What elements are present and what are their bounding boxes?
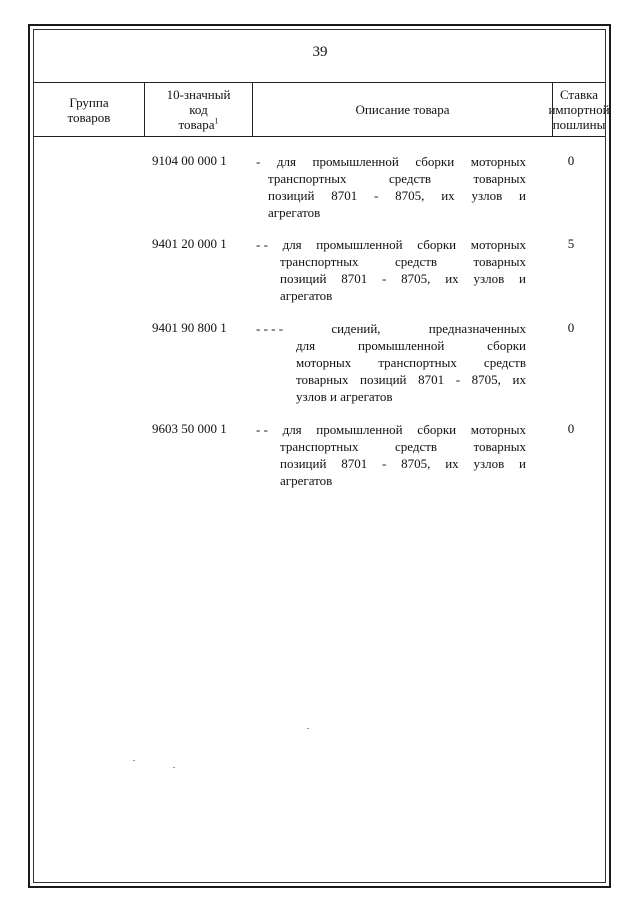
header-rate — [548, 83, 610, 136]
header-group-line-2: товаров — [67, 109, 111, 125]
row-description-line: агрегатов — [268, 205, 321, 220]
row-description-line: товарных позиций 8701 - 8705, их — [296, 372, 526, 387]
header-code-line-1: 10-значный — [166, 87, 231, 102]
page-number: 39 — [312, 44, 328, 60]
header-code-footnote: 1 — [214, 116, 219, 126]
header-code — [145, 83, 253, 136]
row-description — [256, 236, 526, 304]
row-dash: - - - - — [256, 321, 284, 336]
header-description — [253, 83, 553, 136]
row-description-line: транспортных средств товарных — [280, 439, 526, 454]
row-description-line: позиций 8701 - 8705, их узлов и — [280, 271, 526, 286]
row-description-line: сидений, предназначенных — [331, 321, 526, 336]
row-code: 9401 90 800 1 — [152, 320, 227, 335]
row-description-line: моторных транспортных средств — [296, 355, 526, 370]
row-description-line: транспортных средств товарных — [280, 254, 526, 269]
row-rate: 5 — [567, 236, 575, 251]
row-rate: 0 — [567, 421, 575, 436]
row-description — [256, 421, 526, 489]
row-description-line: позиций 8701 - 8705, их узлов и — [268, 188, 526, 203]
header-group — [34, 83, 145, 136]
header-code-line-3: товара — [178, 117, 215, 132]
row-description — [256, 153, 526, 221]
row-description-line: позиций 8701 - 8705, их узлов и — [280, 456, 526, 471]
scan-speck — [173, 767, 175, 768]
header-group-line-1: Группа — [69, 94, 109, 110]
table-header — [34, 82, 610, 137]
row-code: 9603 50 000 1 — [152, 421, 227, 436]
row-description-line: для промышленной сборки моторных — [282, 422, 526, 437]
header-description-label: Описание товара — [355, 102, 450, 117]
row-code: 9104 00 000 1 — [152, 153, 227, 168]
row-description-line: для промышленной сборки моторных — [282, 237, 526, 252]
row-description-line: для промышленной сборки — [296, 338, 526, 353]
row-code: 9401 20 000 1 — [152, 236, 227, 251]
row-description-line: агрегатов — [280, 288, 333, 303]
header-rate-line-3: пошлины — [552, 117, 606, 132]
row-description-line: для промышленной сборки моторных — [276, 154, 526, 169]
scan-speck — [307, 728, 309, 729]
row-dash: - - — [256, 237, 268, 252]
scan-speck — [133, 760, 135, 761]
row-description-line: узлов и агрегатов — [296, 389, 393, 404]
header-code-line-2: код — [189, 102, 208, 117]
header-rate-line-2: импортной — [548, 102, 610, 117]
row-dash: - - — [256, 422, 268, 437]
row-description-line: транспортных средств товарных — [268, 171, 526, 186]
row-rate: 0 — [567, 153, 575, 168]
row-rate: 0 — [567, 320, 575, 335]
row-dash: - — [256, 154, 261, 169]
row-description — [256, 320, 526, 405]
row-description-line: агрегатов — [280, 473, 333, 488]
header-rate-line-1: Ставка — [559, 87, 599, 102]
